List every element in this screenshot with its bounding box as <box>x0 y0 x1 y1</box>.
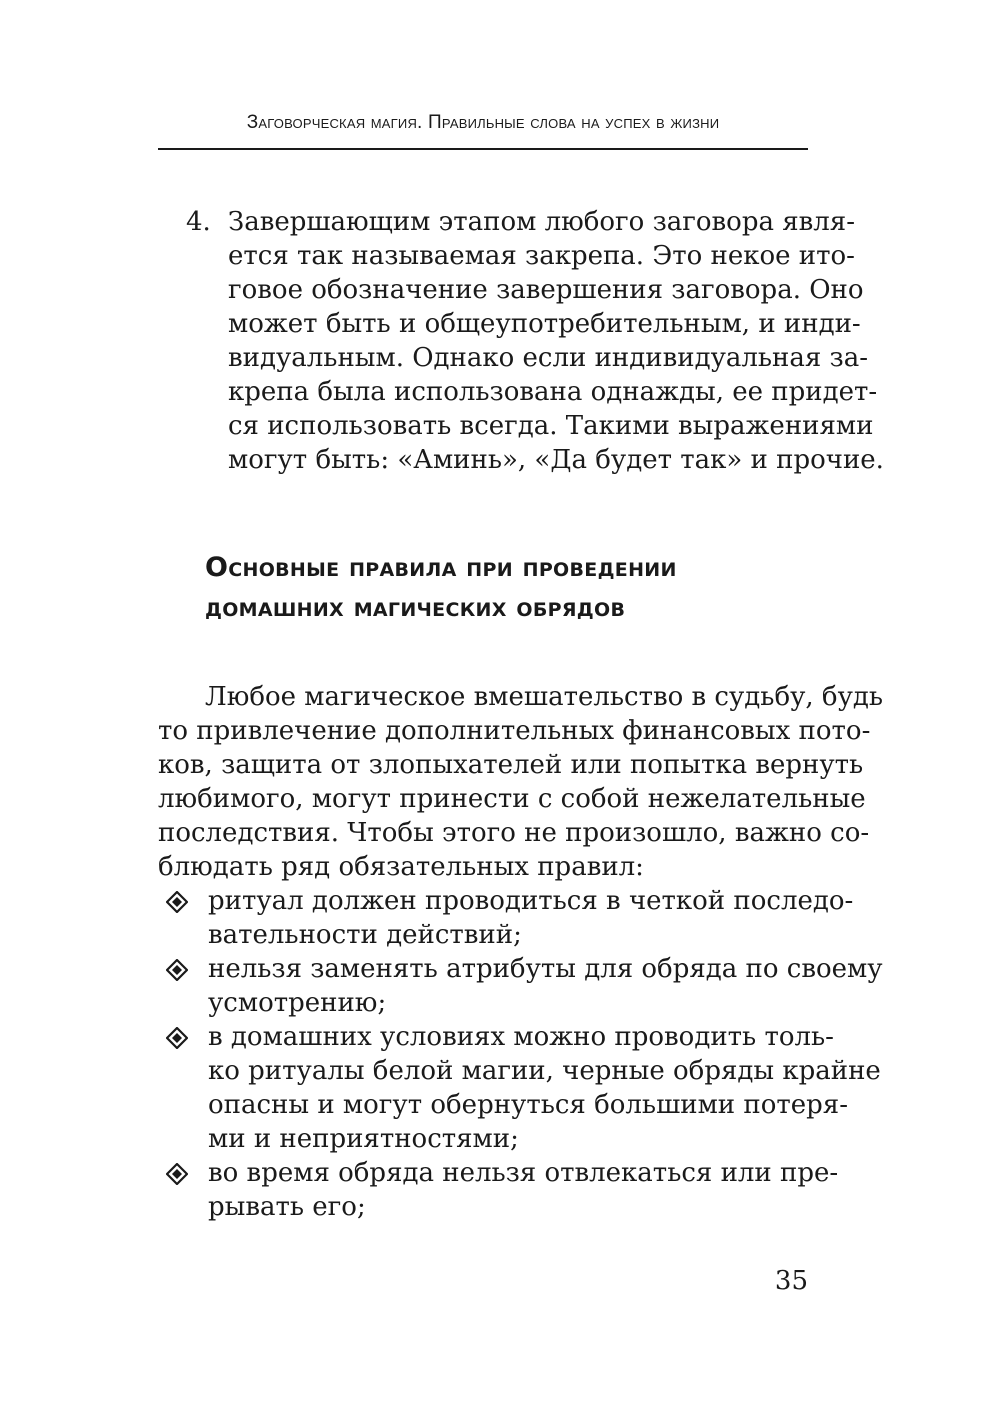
bullet-line <box>158 884 854 918</box>
paragraph-line: ков, защита от злопыхателей или попытка вернуть <box>158 750 864 780</box>
header-rule <box>158 148 808 150</box>
section-heading-line: Основные правила при проведении <box>205 552 677 583</box>
section-heading-line: домашних магических обрядов <box>205 592 626 623</box>
bullet-item <box>158 1020 881 1156</box>
bullet-text: нельзя заменять атрибуты для обряда по своему <box>208 954 883 984</box>
bullet-item <box>158 1156 839 1224</box>
bullet-line: ми и неприятностями; <box>208 1124 519 1154</box>
numbered-item-text: Завершающим этапом любого заговора явля- <box>228 207 855 237</box>
bullet-line: ко ритуалы белой магии, черные обряды крайне <box>208 1056 881 1086</box>
bullet-text: в домашних условиях можно проводить толь- <box>208 1022 834 1052</box>
numbered-item-4 <box>158 205 884 477</box>
diamond-bullet-icon <box>166 1027 188 1049</box>
paragraph-line: любимого, могут принести с собой нежелательные <box>158 784 866 814</box>
running-header: Заговорческая магия. Правильные слова на успех в жизни <box>246 112 720 133</box>
numbered-item-line: видуальным. Однако если индивидуальная за- <box>228 343 869 373</box>
bullet-line: опасны и могут обернуться большими потеря- <box>208 1090 848 1120</box>
bullet-item <box>158 952 883 1020</box>
bullet-text: ритуал должен проводиться в четкой последо- <box>208 886 854 916</box>
numbered-item-line <box>158 205 855 239</box>
bullet-line <box>158 952 883 986</box>
bullet-line: рывать его; <box>208 1192 366 1222</box>
numbered-item-line: крепа была использована однажды, ее придет- <box>228 377 878 407</box>
bullet-line <box>158 1156 839 1190</box>
body-paragraph <box>158 680 884 1224</box>
numbered-item-line: могут быть: «Аминь», «Да будет так» и прочие. <box>228 445 884 475</box>
numbered-item-line: может быть и общеупотребительным, и инди- <box>228 309 861 339</box>
section-heading <box>205 548 808 628</box>
diamond-bullet-icon <box>166 959 188 981</box>
paragraph-line: последствия. Чтобы этого не произошло, важно со- <box>158 818 870 848</box>
numbered-item-line: ется так называемая закрепа. Это некое ито- <box>228 241 855 271</box>
numbered-item-line: говое обозначение завершения заговора. Оно <box>228 275 864 305</box>
diamond-bullet-icon <box>166 891 188 913</box>
paragraph-line: блюдать ряд обязательных правил: <box>158 852 644 882</box>
paragraph-line: Любое магическое вмешательство в судьбу, будь <box>205 682 884 712</box>
diamond-bullet-icon <box>166 1163 188 1185</box>
bullet-text: во время обряда нельзя отвлекаться или пре- <box>208 1158 839 1188</box>
bullet-list <box>158 884 883 1224</box>
bullet-line: вательности действий; <box>208 920 522 950</box>
bullet-line <box>158 1020 834 1054</box>
page-number: 35 <box>774 1266 808 1296</box>
bullet-line: усмотрению; <box>208 988 387 1018</box>
paragraph-line: то привлечение дополнительных финансовых пото- <box>158 716 871 746</box>
numbered-item-line: ся использовать всегда. Такими выражениями <box>228 411 874 441</box>
item-number: 4. <box>186 207 211 237</box>
bullet-item <box>158 884 854 952</box>
